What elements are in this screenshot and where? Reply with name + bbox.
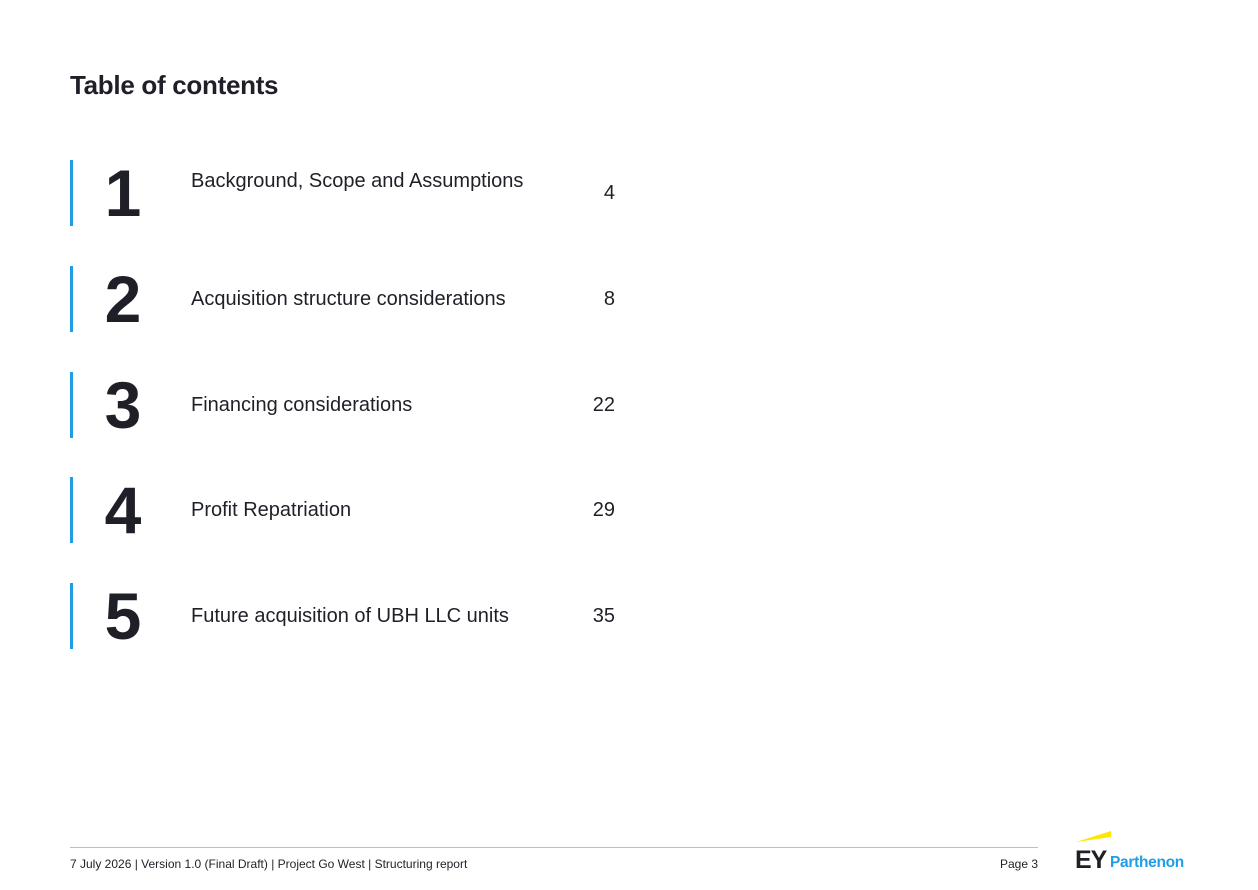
section-page: 35: [592, 605, 615, 627]
section-title[interactable]: Future acquisition of UBH LLC units: [191, 605, 509, 627]
section-number: 3: [104, 368, 140, 442]
accent-bar: [70, 583, 73, 649]
logo-parthenon-text: Parthenon: [1110, 854, 1184, 871]
accent-bar: [70, 266, 73, 332]
section-number: 4: [104, 473, 140, 547]
section-title[interactable]: Profit Repatriation: [191, 499, 352, 521]
section-number: 1: [104, 156, 140, 230]
section-page: 22: [592, 394, 615, 416]
section-page: 29: [592, 499, 615, 521]
toc-item-5[interactable]: [70, 579, 630, 653]
toc-item-1[interactable]: [70, 156, 630, 230]
section-number: 2: [104, 262, 140, 336]
section-page: 8: [603, 288, 615, 310]
toc-item-3[interactable]: [70, 368, 630, 442]
accent-bar: [70, 372, 73, 438]
section-title[interactable]: Background, Scope and Assumptions: [191, 170, 524, 192]
section-number: 5: [104, 579, 140, 653]
accent-bar: [70, 477, 73, 543]
toc-item-4[interactable]: [70, 473, 630, 547]
accent-bar: [70, 160, 73, 226]
section-title[interactable]: Acquisition structure considerations: [191, 288, 506, 310]
ey-parthenon-logo: [1074, 828, 1194, 872]
section-title[interactable]: Financing considerations: [191, 394, 413, 416]
page-title: Table of contents: [70, 70, 279, 100]
toc-item-2[interactable]: [70, 262, 630, 336]
footer-divider: [70, 847, 1038, 848]
logo-ey-text: EY: [1075, 846, 1107, 872]
logo-yellow-beam-icon: [1076, 831, 1111, 842]
section-page: 4: [603, 182, 615, 204]
page-number: Page 3: [1000, 857, 1039, 871]
footer-text: 7 July 2026 | Version 1.0 (Final Draft) | Project Go West | Structuring report: [70, 857, 468, 871]
